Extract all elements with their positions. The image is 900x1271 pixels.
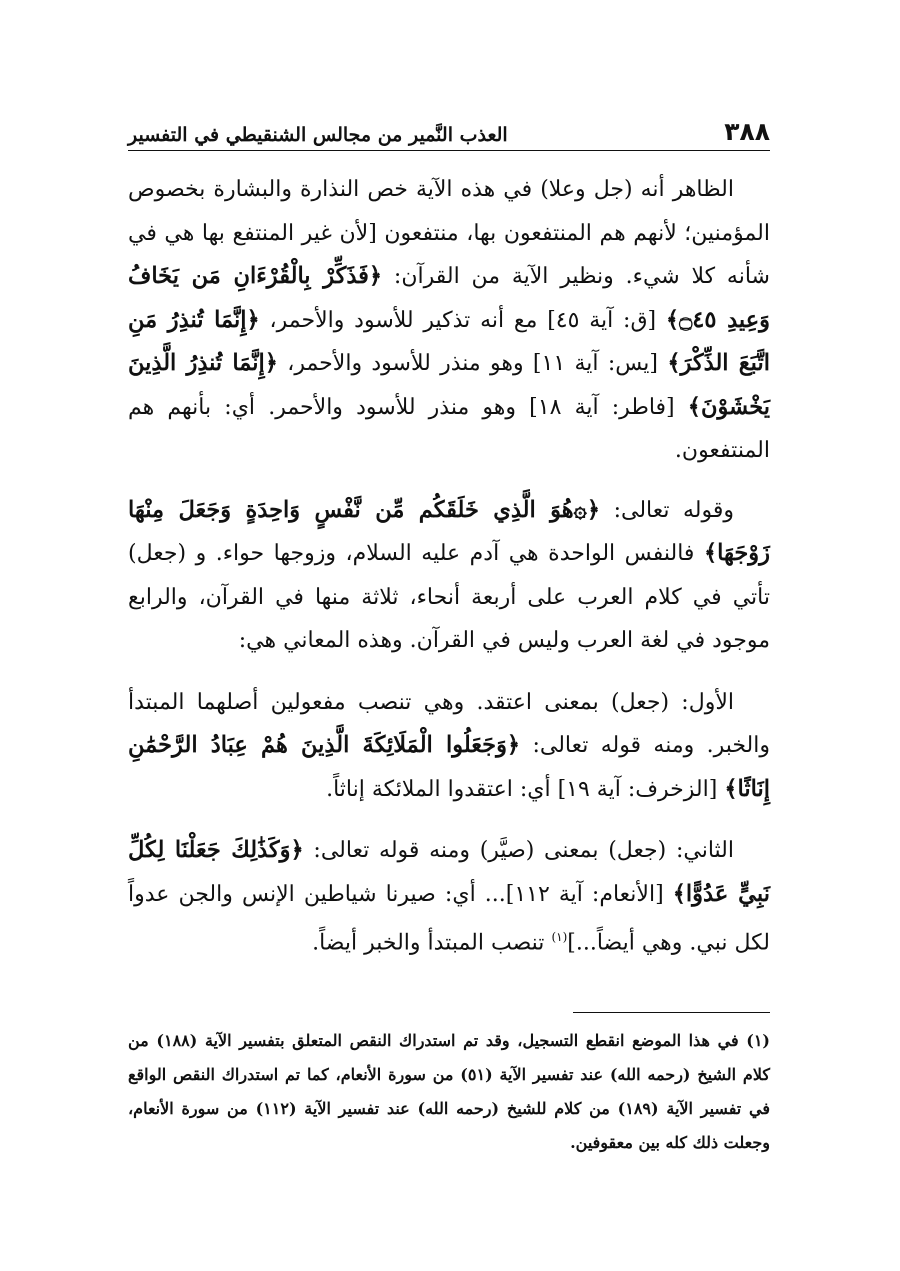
paragraph-2 (128, 489, 770, 663)
paragraph-1 (128, 168, 770, 473)
quran-quote: ﴿۞هُوَ الَّذِي خَلَقَكُم مِّن نَّفْسٍ وَاحِدَةٍ وَجَعَلَ مِنْهَا زَوْجَهَا﴾ (128, 496, 770, 566)
quran-quote: ﴿وَكَذَٰلِكَ جَعَلْنَا لِكُلِّ نَبِيٍّ عَدُوًّا﴾ (128, 837, 770, 907)
text-run: [الأنعام: آية ١١٢]... أي: صيرنا شياطين الإنس والجن عدواً لكل نبي. وهي أيضاً...] (128, 881, 770, 956)
quran-quote: ﴿فَذَكِّرْ بِالْقُرْءَانِ مَن يَخَافُ وَعِيدِ ۝٤٥﴾ (128, 263, 770, 333)
text-run: الثاني: (جعل) بمعنى (صيَّر) ومنه قوله تعالى: (303, 838, 734, 863)
running-title: العذب النَّمير من مجالس الشنقيطي في التفسير (128, 124, 508, 146)
text-run: الظاهر أنه (جل وعلا) في هذه الآية خص النذارة والبشارة بخصوص المؤمنين؛ لأنهم هم المنتفعون بها، منتفعون [لأن غير المنتفع بها هي في شأنه كلا شيء. ونظير الآية من القرآن: (128, 177, 770, 289)
page-header (128, 108, 770, 146)
text-run: [الزخرف: آية ١٩] أي: اعتقدوا الملائكة إناثاً. (326, 776, 725, 802)
text-run: تنصب المبتدأ والخبر أيضاً. (312, 930, 552, 956)
text-run: الأول: (جعل) بمعنى اعتقد. وهي تنصب مفعولين أصلهما المبتدأ والخبر. ومنه قوله تعالى: (128, 689, 770, 758)
footnote-text: في هذا الموضع انقطع التسجيل، وقد تم استدراك النقص المتعلق بتفسير الآية (١٨٨) من كلام الشيخ (رحمه الله) عند تفسير الآية (٥١) من سورة الأنعام، كما تم استدراك النقص الواقع في تفسير الآية (١٨٩) من كلام للشيخ (رحمه الله) عند تفسير الآية (١١٢) من سورة الأنعام، وجعلت ذلك كله بين معقوفين. (128, 1031, 771, 1152)
quran-quote: ﴿إِنَّمَا تُنذِرُ الَّذِينَ يَخْشَوْنَ﴾ (128, 350, 770, 420)
text-run: وقوله تعالى: (600, 497, 734, 523)
text-run: [يس: آية ١١] وهو منذر للأسود والأحمر، (277, 351, 668, 376)
header-rule (128, 150, 770, 151)
quran-quote: ﴿إِنَّمَا تُنذِرُ مَنِ اتَّبَعَ الذِّكْرَ﴾ (128, 306, 770, 376)
text-run: [فاطر: آية ١٨] وهو منذر للأسود والأحمر. أي: بأنهم هم المنتفعون. (128, 394, 770, 463)
body-text (128, 168, 770, 983)
footnote-marker: (١) (746, 1031, 770, 1050)
footnote (128, 1024, 770, 1160)
paragraph-3 (128, 681, 770, 812)
page-number: ٣٨٨ (724, 117, 770, 146)
footnote-rule (573, 1012, 770, 1013)
text-run: فالنفس الواحدة هي آدم عليه السلام، وزوجها حواء. و (جعل) تأتي في كلام العرب على أربعة أنحاء، ثلاثة منها في القرآن، والرابع موجود في لغة العرب وليس في القرآن. وهذه المعاني هي: (128, 541, 770, 653)
footnote-reference[interactable]: (١) (551, 930, 568, 944)
quran-quote: ﴿وَجَعَلُوا الْمَلَائِكَةَ الَّذِينَ هُمْ عِبَادُ الرَّحْمَٰنِ إِنَاثًا﴾ (128, 732, 770, 802)
paragraph-4 (128, 829, 770, 965)
text-run: [ق: آية ٤٥] مع أنه تذكير للأسود والأحمر، (259, 307, 666, 333)
